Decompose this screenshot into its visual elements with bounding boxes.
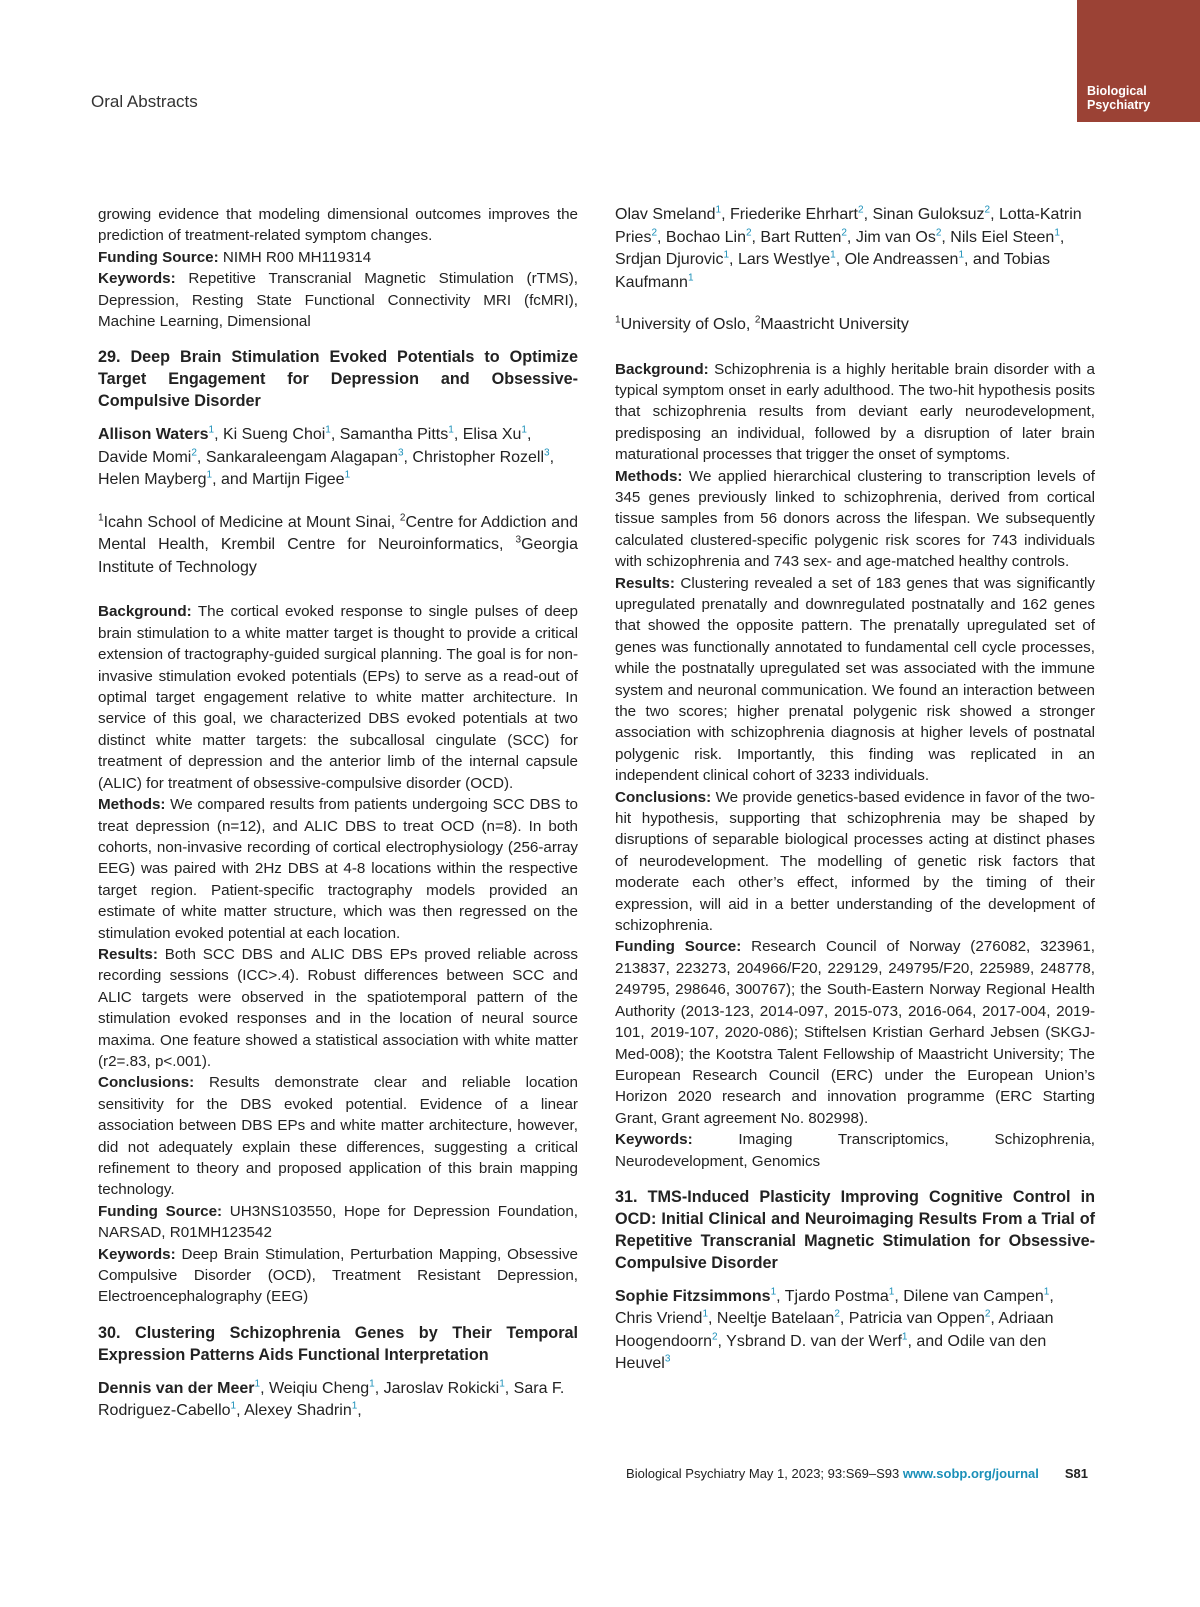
author-name: Davide Momi <box>98 448 192 466</box>
author-separator: , <box>214 426 223 444</box>
author-separator: , <box>374 1379 384 1397</box>
journal-badge-line2: Psychiatry <box>1087 98 1151 112</box>
author-name: Ysbrand D. van der Werf <box>726 1332 902 1350</box>
author-affiliation-sup: 1 <box>344 470 351 482</box>
author-affiliation-sup: 1 <box>888 1286 895 1298</box>
author-separator: , <box>835 251 845 268</box>
section-header: Oral Abstracts <box>91 92 198 111</box>
author-name: Patricia van Oppen <box>848 1310 985 1328</box>
author-affiliation-sup: 1 <box>702 1309 708 1321</box>
methods-label: Methods: <box>98 796 166 814</box>
footer-citation: Biological Psychiatry May 1, 2023; 93:S69–S93 <box>626 1466 903 1481</box>
author-name: Allison Waters <box>98 426 209 444</box>
author-affiliation-sup: 1 <box>1054 227 1060 239</box>
author-affiliation-sup: 1 <box>723 249 730 261</box>
author-name: Dilene van Campen <box>903 1287 1044 1305</box>
author-affiliation-sup: 3 <box>544 447 550 459</box>
affil-sup: 2 <box>399 512 406 524</box>
funding-source <box>98 247 578 268</box>
author-name: Alexey Shadrin <box>244 1402 352 1420</box>
author-affiliation-sup: 1 <box>830 249 836 261</box>
author-name: Sankaraleengam Alagapan <box>205 448 398 466</box>
author-affiliation-sup: 1 <box>715 204 722 216</box>
author-separator: , <box>453 426 463 444</box>
author-affiliation-sup: 2 <box>935 227 942 239</box>
abstract-29-authors <box>98 424 578 492</box>
author-affiliation-sup: 2 <box>651 227 658 239</box>
abstract-30-results <box>615 573 1095 787</box>
author-separator: , <box>657 228 666 246</box>
author-name: Olav Smeland <box>615 206 716 223</box>
journal-badge-text <box>1087 84 1150 112</box>
affiliation: Georgia Institute of Technology <box>98 536 578 576</box>
abstract-30-authors <box>98 1378 578 1423</box>
author-name: Tobias Kaufmann <box>615 251 1050 291</box>
funding-text: UH3NS103550, Hope for Depression Foundation, NARSAD, R01MH123542 <box>98 1202 579 1242</box>
author-name: Bochao Lin <box>665 228 746 246</box>
author-separator: , <box>403 448 413 466</box>
funding-label: Funding Source: <box>98 248 219 266</box>
keywords-label: Keywords: <box>615 1131 693 1149</box>
author-affiliation-sup: 1 <box>206 470 213 482</box>
author-name: Ki Sueng Choi <box>223 426 326 444</box>
funding-text: NIMH R00 MH119314 <box>218 248 372 266</box>
author-separator: , <box>1059 228 1065 246</box>
author-name: Friederike Ehrhart <box>729 206 858 223</box>
background-label: Background: <box>98 603 192 621</box>
abstract-29-background <box>98 601 578 794</box>
abstract-30-keywords <box>615 1129 1095 1172</box>
abstract-30-affiliations <box>615 314 1095 337</box>
abstract-29-affiliations <box>98 512 578 580</box>
abstract-30-methods <box>615 466 1095 573</box>
continued-abstract-text: growing evidence that modeling dimensional outcomes improves the prediction of treatment-related symptom changes. <box>98 206 578 245</box>
abstract-29-title: 29. Deep Brain Stimulation Evoked Potentials to Optimize Target Engagement for Depression and Obsessive-Compulsive Disorder <box>98 348 578 411</box>
author-affiliation-sup: 1 <box>687 272 694 284</box>
abstract-30-authors-continued <box>615 204 1095 294</box>
abstract-30-conclusions <box>615 787 1095 937</box>
results-label: Results: <box>98 945 158 963</box>
author-affiliation-sup: 1 <box>230 1401 237 1413</box>
author-name: Christopher Rozell <box>412 448 545 466</box>
right-column <box>615 204 1095 1376</box>
conclusions-text: Results demonstrate clear and reliable location sensitivity for the DBS evoked potential. Evidence of a linear association between DBS EPs and white matter architecture, however, did not adequately explain these differences, suggesting a critical refinement to theory and proposed application of this brain mapping technology. <box>98 1074 578 1199</box>
conclusions-label: Conclusions: <box>615 788 712 806</box>
affiliation: University of Oslo, <box>620 316 755 333</box>
author-separator: , <box>941 228 951 246</box>
author-separator: , <box>708 1310 717 1328</box>
author-separator: , <box>504 1379 514 1397</box>
author-separator: , <box>260 1379 269 1397</box>
funding-text: Research Council of Norway (276082, 323961, 213837, 223273, 204966/F20, 229129, 249795/F20, 225989, 248778, 249795, 298646, 300767); the South-Eastern Norway Regional Health Authority (2013-123, 2014-097, 2015-073, 2016-064, 2017-004, 2019-101, 2019-107, 2020-086); Stiftelsen Kristian Gerhard Jebsen (SKGJ-Med-008); the Kootstra Talent Fellowship of Maastricht University; The European Research Council (ERC) under the European Union’s Horizon 2020 research and innovation programme (ERC Starting Grant, Grant agreement No. 802998). <box>615 938 1095 1127</box>
author-name: Elisa Xu <box>462 426 522 444</box>
abstract-30-title: 30. Clustering Schizophrenia Genes by Their Temporal Expression Patterns Aids Functional Interpretation <box>98 1323 578 1364</box>
author-name: Helen Mayberg <box>98 471 207 489</box>
author-affiliation-sup: 2 <box>711 1331 718 1343</box>
author-name: Jim van Os <box>855 228 936 246</box>
author-affiliation-sup: 1 <box>448 425 454 437</box>
author-name: Sinan Guloksuz <box>872 206 985 223</box>
methods-text: We applied hierarchical clustering to transcription levels of 345 genes previously linked to schizophrenia, derived from cortical tissue samples from 56 donors across the lifespan. We subsequently calculated clustered-specific polygenic risk scores for 743 individuals with schizophrenia and 743 sex- and age-matched healthy controls. <box>615 467 1095 571</box>
affil-sup: 1 <box>615 314 621 326</box>
abstract-29-conclusions <box>98 1072 578 1200</box>
affiliation: Maastricht University <box>760 316 909 333</box>
background-text: The cortical evoked response to single pulses of deep brain stimulation to a white matter target is thought to provide a critical extension of tractography-guided surgical planning. The goal is for non-invasive stimulation evoked potentials (EPs) to serve as a read-out of optimal target engagement relative to white matter architecture. In service of this goal, we characterized DBS evoked potentials at two distinct white matter targets: the subcallosal cingulate (SCC) for treatment of depression and the anterior limb of the internal capsule (ALIC) for treatment of obsessive-compulsive disorder (OCD). <box>98 603 578 792</box>
author-separator: , <box>839 1310 849 1328</box>
author-name: Lars Westlye <box>737 251 831 268</box>
author-separator: , <box>526 426 532 444</box>
page-footer <box>626 1466 1088 1481</box>
methods-text: We compared results from patients undergoing SCC DBS to treat depression (n=12), and ALIC DBS to treat OCD (n=8). In both cohorts, non-invasive recording of cortical electrophysiology (256-array EEG) was paired with 2Hz DBS at 4-8 locations within the respective target region. Patient-specific tractography models provided an estimate of white matter structure, which was then regressed on the stimulation evoked potential at each location. <box>98 796 578 942</box>
results-text: Clustering revealed a set of 183 genes that was significantly upregulated prenatally and downregulated postnatally and 162 genes that showed the opposite pattern. The prenatally upregulated set of genes was functionally annotated to fundamental cell cycle processes, while the postnatally upregulated set was associated with the immune system and neuronal communication. We found an interaction between the two scores; higher prenatal polygenic risk showed a stronger association with schizophrenia diagnosis at higher levels of postnatal polygenic risk. Importantly, this finding was replicated in an independent clinical cohort of 3233 individuals. <box>615 574 1095 785</box>
page-number: S81 <box>1064 1466 1088 1481</box>
author-affiliation-sup: 2 <box>858 204 864 216</box>
funding-label: Funding Source: <box>98 1202 223 1220</box>
author-separator: , <box>236 1402 245 1420</box>
author-affiliation-sup: 1 <box>901 1331 908 1343</box>
keywords-text: Imaging Transcriptomics, Schizophrenia, Neurodevelopment, Genomics <box>615 1131 1095 1170</box>
keywords-label: Keywords: <box>98 270 176 288</box>
author-separator: , <box>721 206 730 223</box>
author-separator: , <box>357 1402 362 1420</box>
keywords-text: Deep Brain Stimulation, Perturbation Mapping, Obsessive Compulsive Disorder (OCD), Treatment Resistant Depression, Electroencephalography (EEG) <box>98 1245 578 1306</box>
author-separator: , <box>549 448 555 466</box>
author-name: Jaroslav Rokicki <box>383 1379 500 1397</box>
journal-link[interactable]: www.sobp.org/journal <box>902 1466 1039 1481</box>
abstract-29-methods <box>98 794 578 944</box>
author-affiliation-sup: 1 <box>1043 1286 1050 1298</box>
author-name: Srdjan Djurovic <box>615 251 724 268</box>
abstract-31-authors <box>615 1286 1095 1376</box>
author-separator: , and <box>212 471 253 489</box>
author-separator: , <box>330 426 340 444</box>
author-name: Adriaan Hoogendoorn <box>615 1310 1054 1350</box>
author-affiliation-sup: 1 <box>351 1401 358 1413</box>
journal-badge <box>1077 0 1200 122</box>
affil-sup: 2 <box>754 314 761 326</box>
author-separator: , <box>990 1310 999 1328</box>
results-label: Results: <box>615 574 675 592</box>
author-affiliation-sup: 1 <box>369 1378 375 1390</box>
author-name: Neeltje Batelaan <box>716 1310 835 1328</box>
author-affiliation-sup: 2 <box>191 447 197 459</box>
author-separator: , <box>717 1332 727 1350</box>
abstract-29-funding <box>98 1201 578 1244</box>
author-separator: , <box>990 206 999 223</box>
author-name: Sara F. Rodriguez-Cabello <box>98 1379 565 1420</box>
keywords <box>98 268 578 332</box>
affil-sup: 1 <box>98 512 104 524</box>
background-label: Background: <box>615 360 709 378</box>
author-affiliation-sup: 3 <box>397 447 404 459</box>
author-separator: , and <box>964 251 1004 268</box>
author-name: Weiqiu Cheng <box>268 1379 370 1397</box>
author-affiliation-sup: 1 <box>325 425 331 437</box>
author-affiliation-sup: 1 <box>499 1378 505 1390</box>
author-affiliation-sup: 2 <box>841 227 847 239</box>
author-separator: , <box>776 1287 785 1305</box>
author-separator: , and <box>907 1332 948 1350</box>
results-text: Both SCC DBS and ALIC DBS EPs proved reliable across recording sessions (ICC>.4). Robust differences between SCC and ALIC targets were observed in the spatiotemporal pattern of the stimulation evoked responses and in the location of neural source maxima. One feature showed a statistical association with white matter (r2=.83, p<.001). <box>98 945 578 1070</box>
author-affiliation-sup: 1 <box>208 425 215 437</box>
author-name: Odile van den Heuvel <box>615 1332 1047 1373</box>
author-affiliation-sup: 2 <box>984 204 991 216</box>
author-separator: , <box>1049 1287 1054 1305</box>
author-name: Tjardo Postma <box>784 1287 889 1305</box>
author-separator: , <box>846 228 856 246</box>
author-name: Ole Andreassen <box>844 251 959 268</box>
keywords-label: Keywords: <box>98 1245 176 1263</box>
abstract-31-title: 31. TMS-Induced Plasticity Improving Cognitive Control in OCD: Initial Clinical and Neuroimaging Results From a Trial of Repetitive Transcranial Magnetic Stimulation for Obsessive-Compulsive Disorder <box>615 1187 1095 1272</box>
conclusions-text: We provide genetics-based evidence in favor of the two-hit hypothesis, supporting that schizophrenia may be shaped by disruptions of separable biological processes acting at distinct phases of neurodevelopment. The modelling of genetic risk factors that moderate each other’s effect, informed by the timing of their expression, will aid in a better understanding of the development of schizophrenia. <box>615 788 1095 935</box>
author-separator: , <box>751 228 761 246</box>
author-affiliation-sup: 1 <box>770 1286 777 1298</box>
author-affiliation-sup: 2 <box>834 1309 840 1321</box>
author-affiliation-sup: 1 <box>958 249 964 261</box>
author-affiliation-sup: 3 <box>664 1354 671 1366</box>
author-separator: , <box>863 206 873 223</box>
author-name: Lotta-Katrin Pries <box>615 206 1082 246</box>
journal-badge-line1: Biological <box>1087 84 1147 98</box>
author-separator: , <box>894 1287 904 1305</box>
author-name: Martijn Figee <box>252 471 345 489</box>
left-column <box>98 204 578 1423</box>
abstract-30-background <box>615 359 1095 466</box>
affiliation: Centre for Addiction and Mental Health, Krembil Centre for Neuroinformatics, <box>98 513 578 554</box>
affil-sup: 3 <box>515 535 522 547</box>
author-affiliation-sup: 1 <box>521 425 527 437</box>
conclusions-label: Conclusions: <box>98 1074 195 1092</box>
abstract-29-results <box>98 944 578 1072</box>
methods-label: Methods: <box>615 467 683 485</box>
abstract-29-keywords <box>98 1244 578 1308</box>
author-affiliation-sup: 1 <box>254 1378 261 1390</box>
keywords-text: Repetitive Transcranial Magnetic Stimulation (rTMS), Depression, Resting State Functional Connectivity MRI (fcMRI), Machine Learning, Dimensional <box>98 270 578 331</box>
funding-label: Funding Source: <box>615 938 742 956</box>
author-affiliation-sup: 2 <box>745 227 752 239</box>
author-name: Nils Eiel Steen <box>950 228 1055 246</box>
author-name: Sophie Fitzsimmons <box>615 1287 771 1305</box>
author-name: Chris Vriend <box>615 1310 703 1328</box>
author-name: Bart Rutten <box>760 228 842 246</box>
abstract-30-funding <box>615 936 1095 1129</box>
author-separator: , <box>196 448 206 466</box>
background-text: Schizophrenia is a highly heritable brain disorder with a typical symptom onset in early adulthood. The two-hit hypothesis posits that schizophrenia results from deviant early neurodevelopment, predisposing an individual, followed by a disruption of later brain maturational processes that trigger the onset of symptoms. <box>615 360 1095 464</box>
author-name: Dennis van der Meer <box>98 1379 255 1397</box>
affiliation: Icahn School of Medicine at Mount Sinai, <box>103 513 400 531</box>
author-separator: , <box>729 251 738 268</box>
author-affiliation-sup: 2 <box>984 1309 991 1321</box>
author-name: Samantha Pitts <box>339 426 449 444</box>
